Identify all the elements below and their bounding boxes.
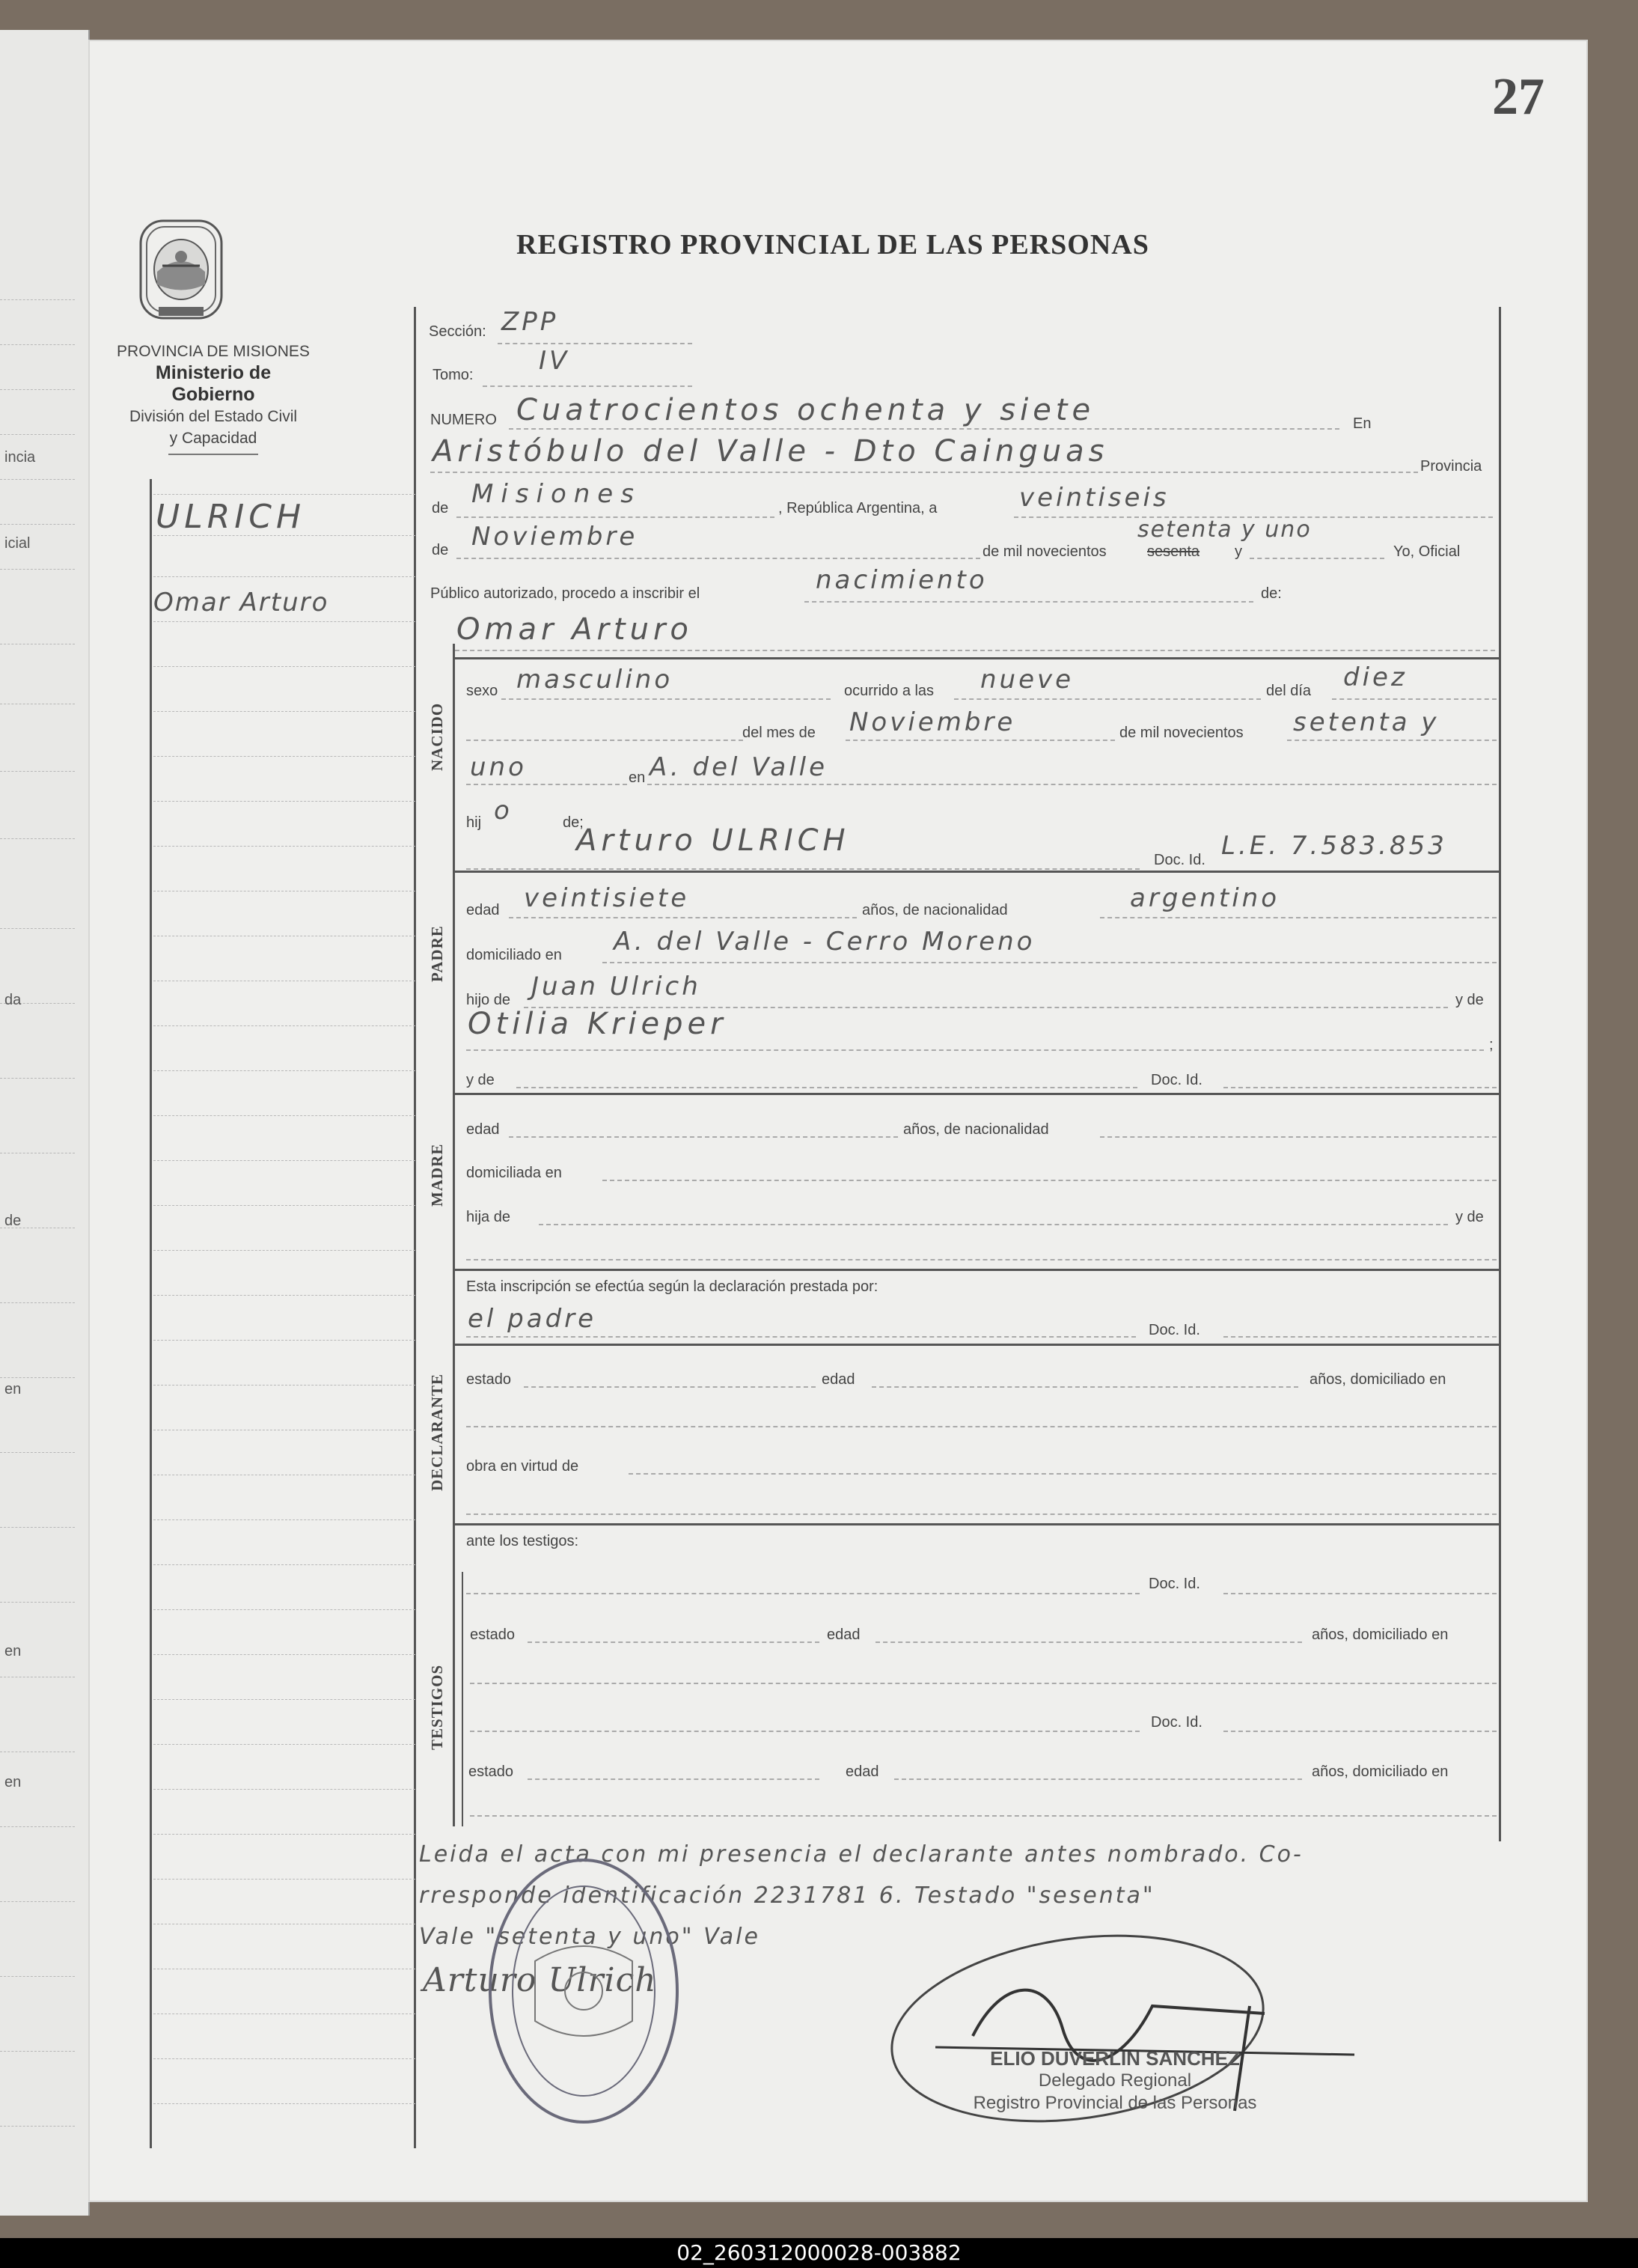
value-padre-madre: Otilia Krieper	[468, 1007, 727, 1041]
margin-surname: ULRICH	[156, 498, 306, 536]
label-anios-nac-padre: años, de nacionalidad	[862, 902, 1008, 918]
label-doc-id-padre: Doc. Id.	[1154, 852, 1205, 868]
label-de4: de;	[563, 814, 584, 831]
label-doc-id-testigo1: Doc. Id.	[1149, 1576, 1200, 1592]
left-margin-rule	[150, 479, 152, 2148]
label-provincia: Provincia	[1420, 458, 1482, 475]
label-hija-de: hija de	[466, 1209, 510, 1225]
value-dia-nac: diez	[1343, 662, 1408, 692]
label-y-de2: y de	[466, 1072, 495, 1088]
signature-office: Registro Provincial de las Personas	[973, 2093, 1257, 2113]
value-padre-dom: A. del Valle - Cerro Moreno	[614, 927, 1036, 957]
value-tomo: IV	[539, 346, 570, 376]
label-edad-madre: edad	[466, 1121, 500, 1138]
label-obra: obra en virtud de	[466, 1458, 579, 1475]
agency-province: PROVINCIA DE MISIONES	[117, 343, 310, 360]
signature-role: Delegado Regional	[1038, 2070, 1192, 2091]
agency-block	[112, 341, 314, 455]
note-line-3: Vale "setenta y uno" Vale	[419, 1924, 760, 1950]
value-seccion: ZPP	[501, 307, 559, 337]
register-page	[90, 41, 1586, 2201]
label-domiciliada: domiciliada en	[466, 1165, 562, 1181]
label-hij: hij	[466, 814, 482, 831]
left-fragment: en	[4, 1381, 22, 1397]
label-de: de	[432, 500, 449, 516]
label-inscripcion: Esta inscripción se efectúa según la declaración prestada por:	[466, 1278, 878, 1295]
label-edad-padre: edad	[466, 902, 500, 918]
label-yo-oficial: Yo, Oficial	[1393, 543, 1461, 560]
label-de2: de	[432, 542, 449, 558]
signature-block	[950, 2047, 1280, 2115]
value-lugar: Aristóbulo del Valle - Dto Cainguas	[433, 434, 1109, 469]
value-padre-nac: argentino	[1130, 883, 1280, 913]
image-caption: 02_260312000028-003882	[0, 2238, 1638, 2268]
struck-sesenta: sesenta	[1147, 543, 1200, 560]
label-anios-dom-testigo2: años, domiciliado en	[1312, 1764, 1449, 1780]
value-provincia: Misiones	[471, 479, 641, 509]
value-padre-edad: veintisiete	[524, 883, 690, 913]
label-del-dia: del día	[1266, 683, 1312, 699]
value-dia: veintiseis	[1019, 483, 1170, 513]
label-edad-declarante: edad	[822, 1371, 855, 1388]
label-doc-id-padre2: Doc. Id.	[1151, 1072, 1202, 1088]
agency-ministry: Ministerio de Gobierno	[155, 362, 272, 405]
label-seccion: Sección:	[429, 323, 486, 340]
label-ante: ante los testigos:	[466, 1533, 579, 1549]
label-en2: en	[629, 769, 646, 786]
value-mes-nac: Noviembre	[849, 707, 1016, 737]
label-edad-testigo1: edad	[827, 1627, 861, 1643]
note-line-2: rresponde identificación 2231781 6. Testado "sesenta"	[419, 1883, 1155, 1909]
label-en: En	[1353, 415, 1372, 432]
left-page-edge	[0, 30, 90, 2216]
label-y-de: y de	[1455, 992, 1484, 1008]
left-fragment: de	[4, 1213, 22, 1229]
left-fragment: icial	[4, 535, 31, 552]
label-hijo-de: hijo de	[466, 992, 510, 1008]
label-ocurrido: ocurrido a las	[844, 683, 935, 699]
form-right-rule	[1499, 307, 1501, 1841]
value-hora: nueve	[980, 665, 1075, 695]
page-number: 27	[1492, 68, 1544, 126]
form-left-rule	[414, 307, 416, 2148]
signature-name: ELIO DUVERLIN SANCHEZ	[990, 2047, 1240, 2070]
page-title: REGISTRO PROVINCIAL DE LAS PERSONAS	[516, 229, 1149, 260]
section-padre: PADRE	[428, 925, 446, 982]
value-anio: setenta y uno	[1137, 516, 1312, 543]
label-numero: NUMERO	[430, 412, 497, 428]
label-y: y	[1235, 543, 1242, 560]
left-fragment: da	[4, 992, 22, 1008]
label-edad-testigo2: edad	[846, 1764, 879, 1780]
value-mes: Noviembre	[471, 522, 638, 552]
value-anio-nac: setenta y	[1293, 707, 1440, 737]
label-publico: Público autorizado, procedo a inscribir el	[430, 585, 700, 602]
margin-given-names: Omar Arturo	[153, 588, 329, 618]
label-de3: de:	[1261, 585, 1282, 602]
section-rule	[453, 644, 455, 1826]
section-testigos: TESTIGOS	[428, 1664, 446, 1750]
label-tomo: Tomo:	[433, 367, 474, 383]
value-hij: o	[494, 796, 513, 826]
value-padre-nombre: Arturo ULRICH	[576, 823, 850, 858]
value-numero: Cuatrocientos ochenta y siete	[516, 393, 1095, 427]
label-republica: , República Argentina, a	[778, 500, 938, 516]
value-acto: nacimiento	[816, 565, 988, 595]
value-lugar-nac: A. del Valle	[650, 752, 828, 782]
declarant-signature: Arturo Ulrich	[423, 1961, 657, 1999]
value-declarante: el padre	[468, 1304, 597, 1334]
label-doc-id-declarante: Doc. Id.	[1149, 1322, 1200, 1338]
label-domiciliado-padre: domiciliado en	[466, 947, 562, 963]
value-anio-nac2: uno	[470, 752, 527, 782]
value-sexo: masculino	[516, 665, 673, 695]
provincial-seal-icon	[136, 213, 226, 326]
section-nacido: NACIDO	[428, 702, 446, 771]
left-fragment: en	[4, 1643, 22, 1659]
label-anios-dom-declarante: años, domiciliado en	[1310, 1371, 1446, 1388]
section-madre: MADRE	[428, 1143, 446, 1207]
label-de-mil: de mil novecientos	[983, 543, 1107, 560]
label-estado-testigo1: estado	[470, 1627, 516, 1643]
official-stamp-icon	[483, 1849, 685, 2133]
label-anios-dom-testigo1: años, domiciliado en	[1312, 1627, 1449, 1643]
note-line-1: Leida el acta con mi presencia el declarante antes nombrado. Co-	[419, 1841, 1304, 1868]
label-de-mil2: de mil novecientos	[1119, 725, 1244, 741]
value-nombre: Omar Arturo	[456, 612, 693, 647]
agency-division: División del Estado Civil	[129, 408, 298, 425]
label-semicolon: ;	[1489, 1037, 1494, 1053]
agency-capacity: y Capacidad	[169, 430, 257, 447]
label-del-mes: del mes de	[742, 725, 816, 741]
label-y-de-madre: y de	[1455, 1209, 1484, 1225]
label-sexo: sexo	[466, 683, 498, 699]
left-fragment: incia	[4, 449, 36, 466]
label-estado-declarante: estado	[466, 1371, 512, 1388]
label-estado-testigo2: estado	[468, 1764, 514, 1780]
section-declarante: DECLARANTE	[428, 1373, 446, 1491]
value-padre-hijo-de: Juan Ulrich	[531, 972, 701, 1002]
label-anios-nac-madre: años, de nacionalidad	[903, 1121, 1049, 1138]
left-fragment: en	[4, 1774, 22, 1790]
label-doc-id-testigo2: Doc. Id.	[1151, 1714, 1202, 1731]
value-padre-doc: L.E. 7.583.853	[1221, 831, 1447, 861]
